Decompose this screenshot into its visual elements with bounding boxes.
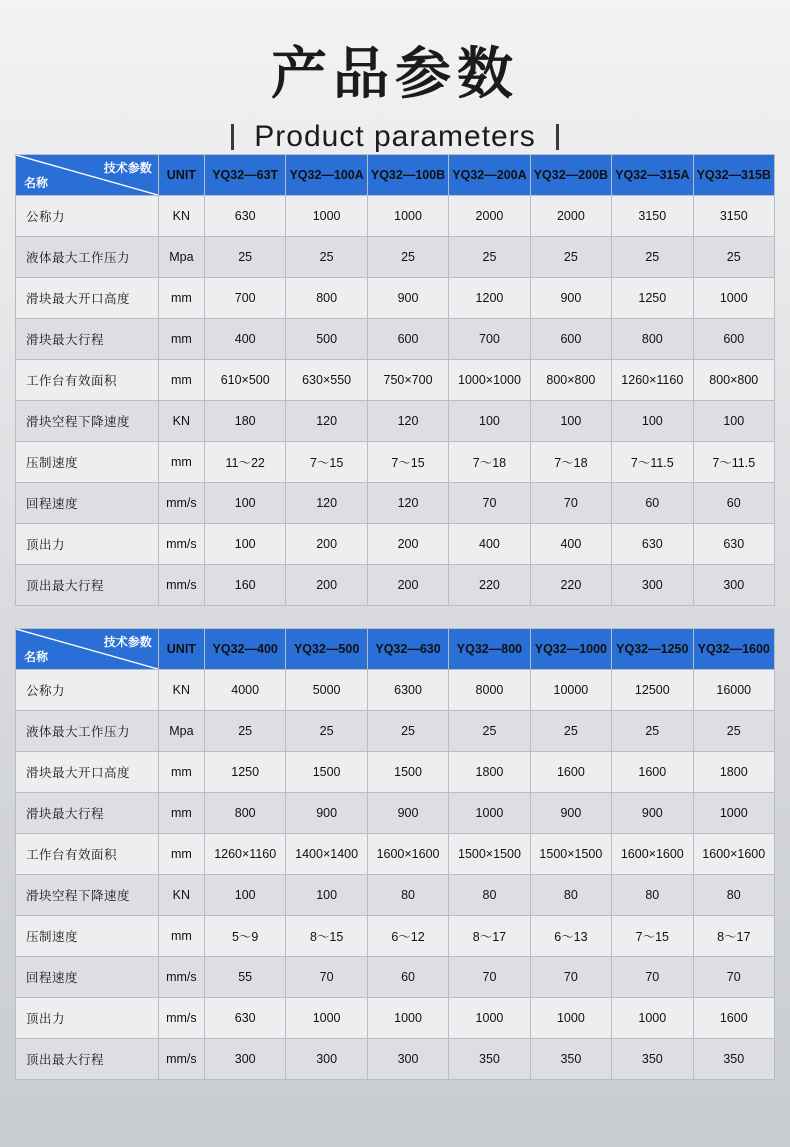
table-cell: 25 [204, 237, 285, 278]
row-unit: mm [158, 834, 204, 875]
row-label: 顶出力 [16, 524, 159, 565]
table-cell: 80 [612, 875, 693, 916]
model-column-header: YQ32—400 [204, 629, 285, 670]
table-cell: 800 [612, 319, 693, 360]
table-cell: 900 [367, 278, 448, 319]
row-unit: Mpa [158, 237, 204, 278]
row-unit: mm [158, 752, 204, 793]
row-unit: mm [158, 319, 204, 360]
model-column-header: YQ32—1250 [612, 629, 693, 670]
spec-tables [15, 154, 775, 1080]
table-cell: 1000 [530, 998, 611, 1039]
model-column-header: YQ32—630 [367, 629, 448, 670]
row-label: 回程速度 [16, 957, 159, 998]
row-label: 液体最大工作压力 [16, 711, 159, 752]
row-label: 工作台有效面积 [16, 834, 159, 875]
table-cell: 800×800 [530, 360, 611, 401]
table-row [16, 793, 775, 834]
row-label: 液体最大工作压力 [16, 237, 159, 278]
table-cell: 400 [204, 319, 285, 360]
table-cell: 120 [367, 483, 448, 524]
table-cell: 1600×1600 [367, 834, 448, 875]
table-cell: 1400×1400 [286, 834, 367, 875]
row-label: 压制速度 [16, 916, 159, 957]
table-cell: 630×550 [286, 360, 367, 401]
table-cell: 610×500 [204, 360, 285, 401]
table-cell: 220 [530, 565, 611, 606]
table-row [16, 916, 775, 957]
table-row [16, 834, 775, 875]
table-cell: 80 [367, 875, 448, 916]
table-cell: 70 [449, 483, 530, 524]
row-unit: mm [158, 793, 204, 834]
table-cell: 900 [367, 793, 448, 834]
table-cell: 1600 [530, 752, 611, 793]
model-column-header: YQ32—100B [367, 155, 448, 196]
unit-column-header: UNIT [158, 629, 204, 670]
table-cell: 3150 [612, 196, 693, 237]
model-column-header: YQ32—315A [612, 155, 693, 196]
table-cell: 2000 [449, 196, 530, 237]
table-cell: 750×700 [367, 360, 448, 401]
model-column-header: YQ32—200B [530, 155, 611, 196]
table-cell: 300 [693, 565, 774, 606]
table-cell: 7～11.5 [612, 442, 693, 483]
row-unit: mm/s [158, 957, 204, 998]
model-column-header: YQ32—800 [449, 629, 530, 670]
row-unit: mm/s [158, 483, 204, 524]
table-cell: 100 [449, 401, 530, 442]
table-cell: 600 [367, 319, 448, 360]
table-cell: 700 [449, 319, 530, 360]
table-cell: 200 [367, 524, 448, 565]
table-cell: 600 [530, 319, 611, 360]
table-cell: 5～9 [204, 916, 285, 957]
table-header-row [16, 629, 775, 670]
table-corner-header [16, 629, 159, 670]
table-cell: 1000 [367, 998, 448, 1039]
table-cell: 1250 [204, 752, 285, 793]
table-cell: 350 [449, 1039, 530, 1080]
row-label: 滑块最大行程 [16, 793, 159, 834]
spec-table [15, 628, 775, 1080]
row-unit: mm/s [158, 524, 204, 565]
table-cell: 1000 [693, 793, 774, 834]
model-column-header: YQ32—315B [693, 155, 774, 196]
table-cell: 1260×1160 [612, 360, 693, 401]
table-cell: 800×800 [693, 360, 774, 401]
table-cell: 1600×1600 [693, 834, 774, 875]
row-label: 顶出最大行程 [16, 565, 159, 606]
table-cell: 800 [286, 278, 367, 319]
table-cell: 120 [286, 401, 367, 442]
table-cell: 25 [286, 711, 367, 752]
table-row [16, 524, 775, 565]
table-cell: 100 [204, 483, 285, 524]
table-cell: 7～15 [286, 442, 367, 483]
table-cell: 1250 [612, 278, 693, 319]
table-row [16, 998, 775, 1039]
table-cell: 25 [693, 237, 774, 278]
table-cell: 100 [204, 875, 285, 916]
model-column-header: YQ32—1000 [530, 629, 611, 670]
table-cell: 6300 [367, 670, 448, 711]
table-cell: 7～11.5 [693, 442, 774, 483]
table-cell: 6～13 [530, 916, 611, 957]
table-row [16, 278, 775, 319]
row-label: 压制速度 [16, 442, 159, 483]
table-cell: 60 [367, 957, 448, 998]
table-cell: 300 [612, 565, 693, 606]
table-cell: 8～17 [449, 916, 530, 957]
table-cell: 3150 [693, 196, 774, 237]
table-cell: 80 [693, 875, 774, 916]
row-unit: Mpa [158, 711, 204, 752]
table-cell: 25 [204, 711, 285, 752]
table-cell: 25 [530, 237, 611, 278]
table-cell: 4000 [204, 670, 285, 711]
table-cell: 1000 [693, 278, 774, 319]
table-cell: 1500 [286, 752, 367, 793]
table-cell: 70 [530, 957, 611, 998]
row-unit: mm/s [158, 998, 204, 1039]
row-label: 顶出最大行程 [16, 1039, 159, 1080]
table-cell: 1600 [612, 752, 693, 793]
table-cell: 8000 [449, 670, 530, 711]
row-unit: mm [158, 442, 204, 483]
row-unit: mm [158, 278, 204, 319]
table-corner-header [16, 155, 159, 196]
table-row [16, 565, 775, 606]
table-cell: 7～18 [530, 442, 611, 483]
row-label: 滑块空程下降速度 [16, 875, 159, 916]
table-cell: 55 [204, 957, 285, 998]
table-cell: 1000 [449, 998, 530, 1039]
table-cell: 25 [367, 711, 448, 752]
table-cell: 600 [693, 319, 774, 360]
table-cell: 1000 [449, 793, 530, 834]
row-label: 滑块最大行程 [16, 319, 159, 360]
row-label: 公称力 [16, 196, 159, 237]
table-cell: 1800 [449, 752, 530, 793]
table-cell: 1800 [693, 752, 774, 793]
page-subtitle: Product parameters [254, 120, 536, 153]
table-cell: 16000 [693, 670, 774, 711]
table-cell: 25 [693, 711, 774, 752]
table-cell: 1000 [367, 196, 448, 237]
row-unit: mm/s [158, 1039, 204, 1080]
table-cell: 25 [367, 237, 448, 278]
table-cell: 120 [286, 483, 367, 524]
corner-label-bottom: 名称 [24, 176, 49, 190]
table-cell: 200 [286, 565, 367, 606]
table-cell: 500 [286, 319, 367, 360]
table-cell: 220 [449, 565, 530, 606]
unit-column-header: UNIT [158, 155, 204, 196]
row-label: 顶出力 [16, 998, 159, 1039]
page-title: 产品参数 [271, 42, 519, 107]
table-cell: 25 [449, 711, 530, 752]
row-unit: KN [158, 401, 204, 442]
table-cell: 8～17 [693, 916, 774, 957]
model-column-header: YQ32—63T [204, 155, 285, 196]
table-row [16, 957, 775, 998]
table-cell: 1500×1500 [530, 834, 611, 875]
table-cell: 350 [612, 1039, 693, 1080]
table-row [16, 319, 775, 360]
table-header-row [16, 155, 775, 196]
table-row [16, 360, 775, 401]
table-cell: 1600 [693, 998, 774, 1039]
table-cell: 60 [693, 483, 774, 524]
table-cell: 100 [530, 401, 611, 442]
table-row [16, 1039, 775, 1080]
table-cell: 630 [612, 524, 693, 565]
table-cell: 12500 [612, 670, 693, 711]
table-cell: 60 [612, 483, 693, 524]
table-cell: 800 [204, 793, 285, 834]
table-cell: 80 [449, 875, 530, 916]
row-label: 滑块最大开口高度 [16, 752, 159, 793]
row-label: 工作台有效面积 [16, 360, 159, 401]
table-row [16, 670, 775, 711]
table-cell: 1500×1500 [449, 834, 530, 875]
table-row [16, 237, 775, 278]
table-cell: 1000 [612, 998, 693, 1039]
row-unit: mm [158, 916, 204, 957]
table-cell: 7～15 [612, 916, 693, 957]
model-column-header: YQ32—100A [286, 155, 367, 196]
table-cell: 10000 [530, 670, 611, 711]
table-cell: 900 [612, 793, 693, 834]
left-rule-icon [231, 124, 234, 150]
page-header [0, 0, 790, 154]
table-row [16, 752, 775, 793]
table-cell: 7～15 [367, 442, 448, 483]
table-cell: 25 [612, 711, 693, 752]
table-cell: 900 [530, 793, 611, 834]
table-cell: 400 [449, 524, 530, 565]
table-cell: 70 [530, 483, 611, 524]
row-unit: mm [158, 360, 204, 401]
table-cell: 25 [612, 237, 693, 278]
row-label: 公称力 [16, 670, 159, 711]
subtitle-row [0, 120, 790, 154]
right-rule-icon [556, 124, 559, 150]
table-cell: 1000×1000 [449, 360, 530, 401]
table-cell: 300 [286, 1039, 367, 1080]
table-cell: 300 [367, 1039, 448, 1080]
table-cell: 120 [367, 401, 448, 442]
corner-label-bottom: 名称 [24, 650, 49, 664]
model-column-header: YQ32—200A [449, 155, 530, 196]
table-cell: 100 [286, 875, 367, 916]
table-cell: 1260×1160 [204, 834, 285, 875]
row-unit: mm/s [158, 565, 204, 606]
table-cell: 350 [530, 1039, 611, 1080]
model-column-header: YQ32—1600 [693, 629, 774, 670]
table-cell: 25 [530, 711, 611, 752]
table-cell: 350 [693, 1039, 774, 1080]
corner-label-top: 技术参数 [103, 161, 152, 175]
table-cell: 70 [612, 957, 693, 998]
table-cell: 200 [286, 524, 367, 565]
table-cell: 100 [612, 401, 693, 442]
table-cell: 700 [204, 278, 285, 319]
table-cell: 630 [204, 998, 285, 1039]
table-cell: 900 [286, 793, 367, 834]
table-cell: 2000 [530, 196, 611, 237]
table-cell: 160 [204, 565, 285, 606]
table-cell: 1000 [286, 196, 367, 237]
table-cell: 25 [449, 237, 530, 278]
spec-table [15, 154, 775, 606]
table-cell: 1200 [449, 278, 530, 319]
table-cell: 5000 [286, 670, 367, 711]
table-cell: 6～12 [367, 916, 448, 957]
table-cell: 1600×1600 [612, 834, 693, 875]
table-cell: 180 [204, 401, 285, 442]
table-cell: 630 [204, 196, 285, 237]
table-cell: 70 [693, 957, 774, 998]
row-unit: KN [158, 670, 204, 711]
table-cell: 25 [286, 237, 367, 278]
model-column-header: YQ32—500 [286, 629, 367, 670]
table-row [16, 711, 775, 752]
table-cell: 630 [693, 524, 774, 565]
table-cell: 11～22 [204, 442, 285, 483]
table-cell: 8～15 [286, 916, 367, 957]
row-label: 滑块最大开口高度 [16, 278, 159, 319]
table-row [16, 196, 775, 237]
table-cell: 70 [449, 957, 530, 998]
table-cell: 7～18 [449, 442, 530, 483]
table-row [16, 875, 775, 916]
row-unit: KN [158, 875, 204, 916]
table-cell: 1500 [367, 752, 448, 793]
table-cell: 1000 [286, 998, 367, 1039]
table-cell: 400 [530, 524, 611, 565]
corner-label-top: 技术参数 [103, 635, 152, 649]
row-label: 回程速度 [16, 483, 159, 524]
table-cell: 80 [530, 875, 611, 916]
table-row [16, 442, 775, 483]
table-cell: 100 [693, 401, 774, 442]
table-row [16, 483, 775, 524]
table-row [16, 401, 775, 442]
row-unit: KN [158, 196, 204, 237]
table-cell: 200 [367, 565, 448, 606]
table-cell: 300 [204, 1039, 285, 1080]
table-cell: 100 [204, 524, 285, 565]
table-cell: 900 [530, 278, 611, 319]
row-label: 滑块空程下降速度 [16, 401, 159, 442]
table-cell: 70 [286, 957, 367, 998]
